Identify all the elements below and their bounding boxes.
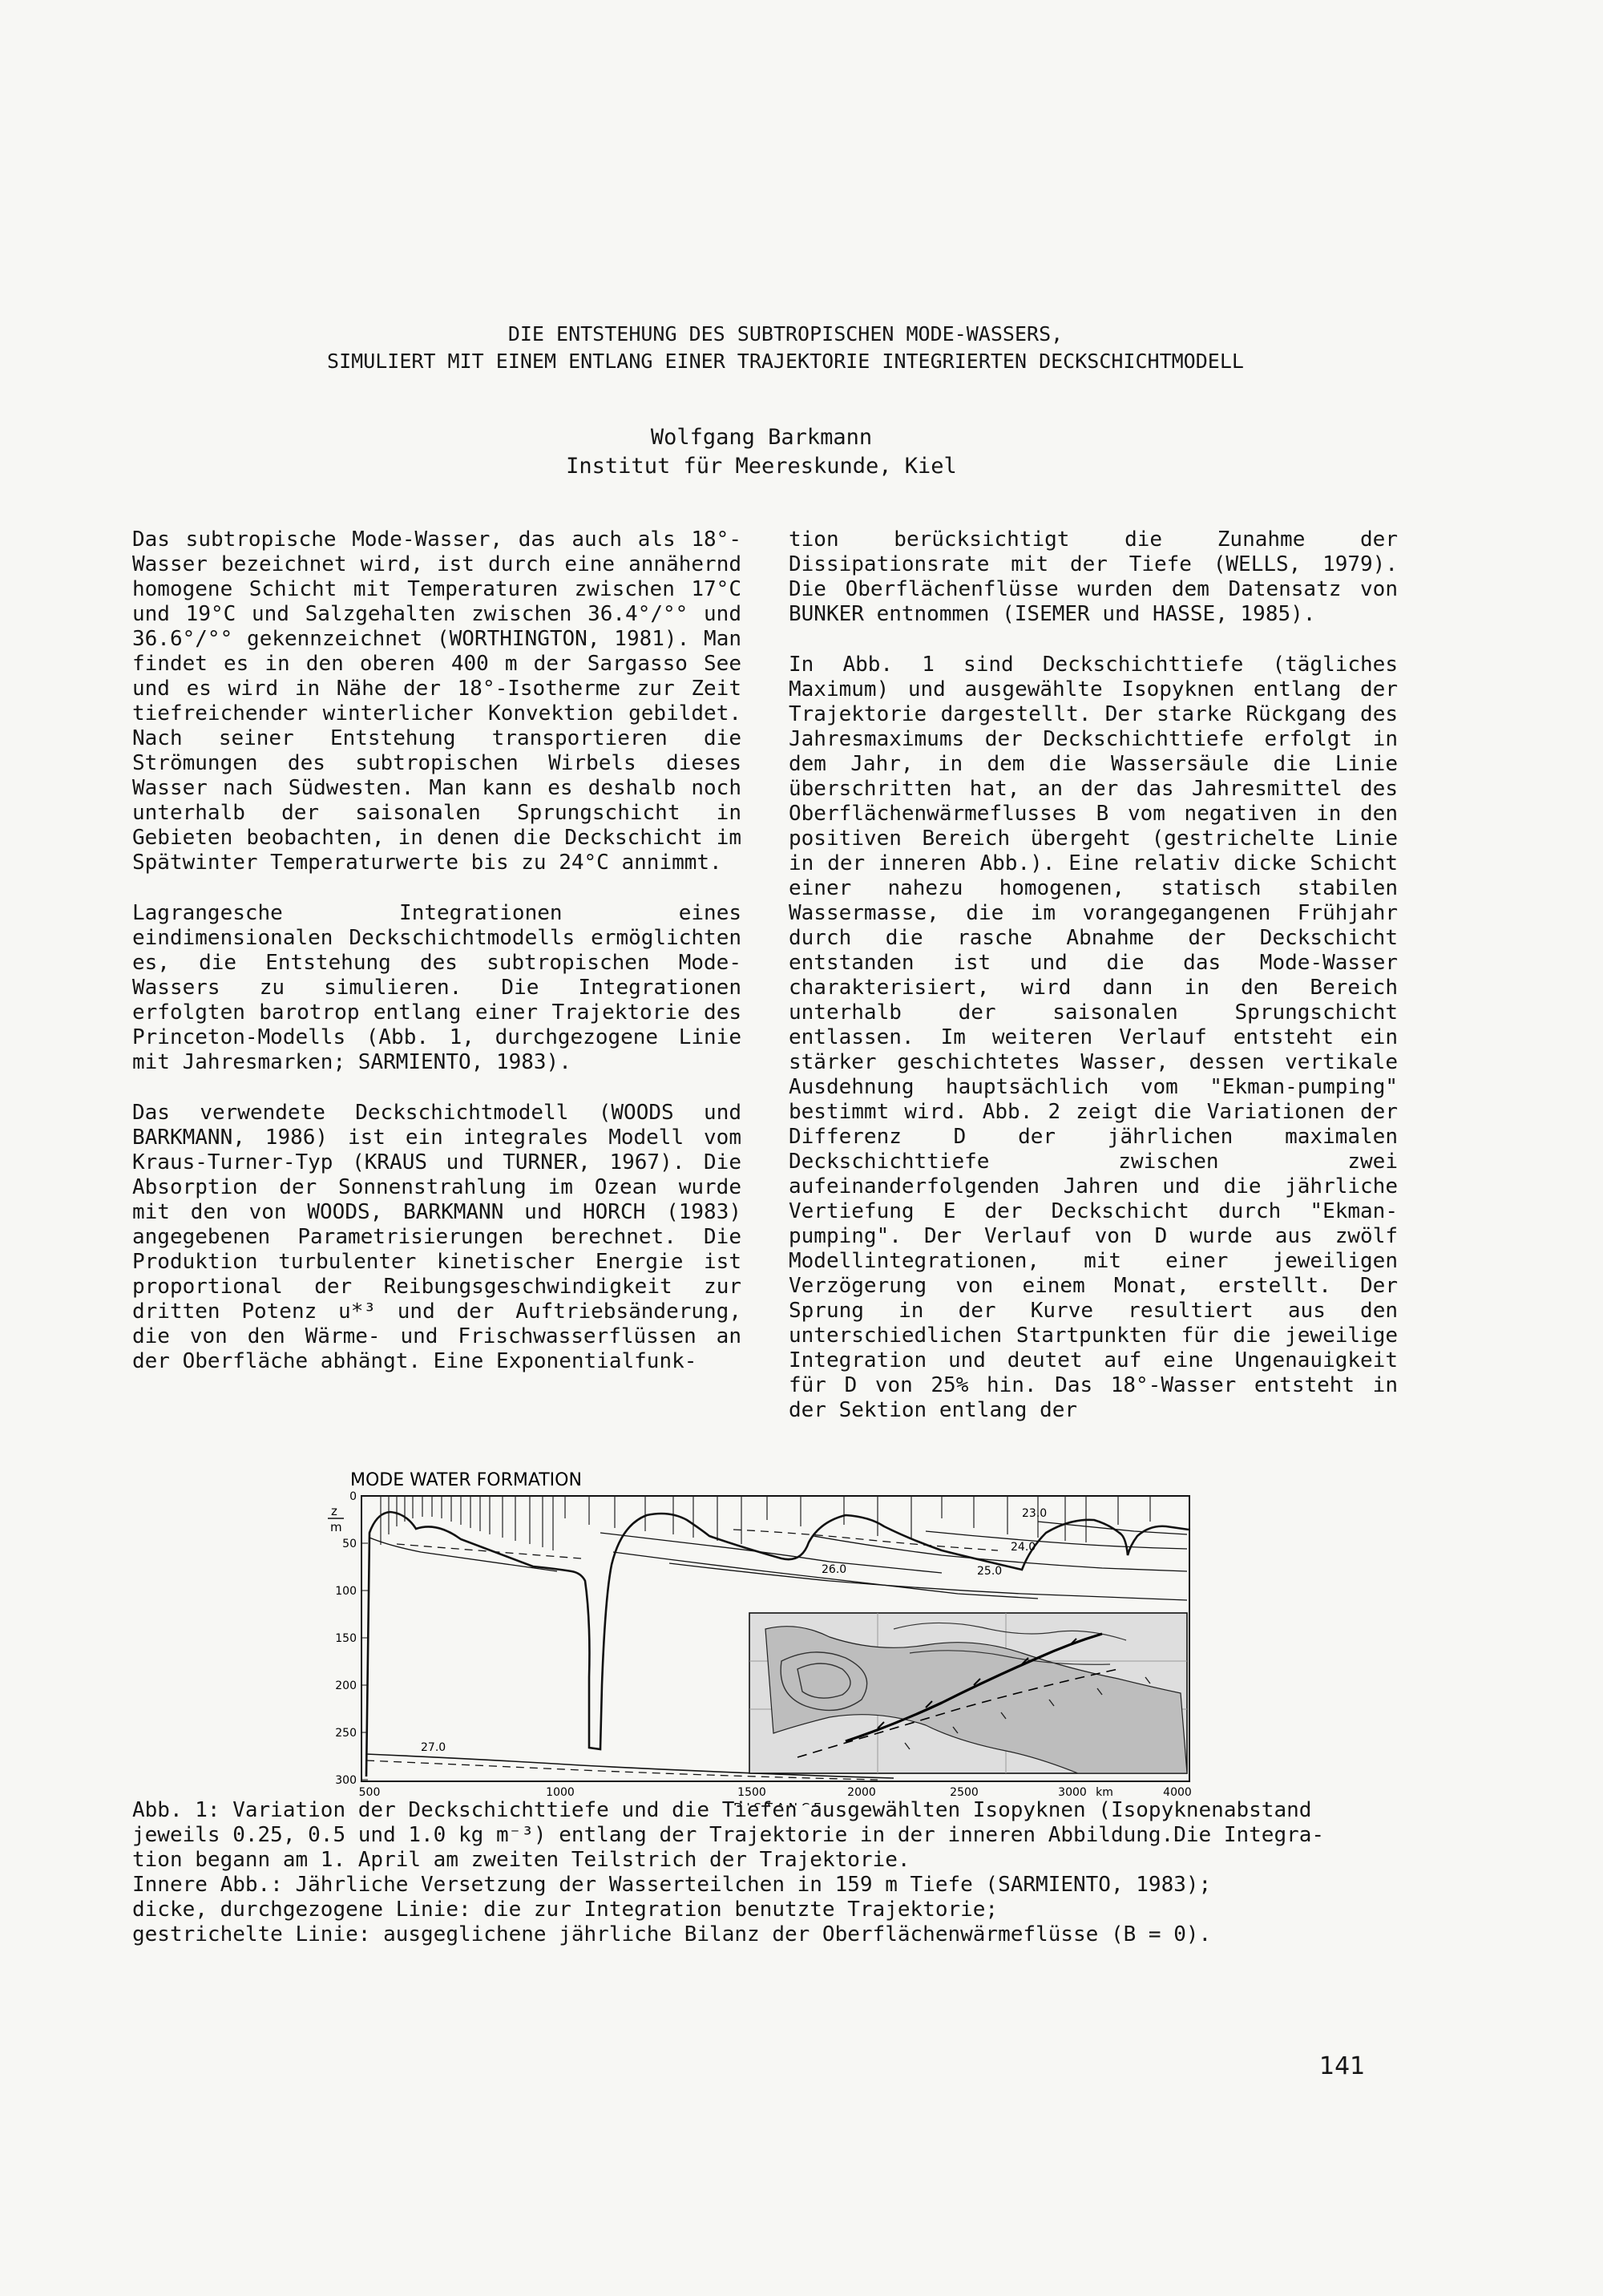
y-label-z: z: [331, 1504, 337, 1518]
author-name: Wolfgang Barkmann: [650, 425, 873, 450]
author-affiliation: Institut für Meereskunde, Kiel: [566, 454, 957, 479]
caption-line: Abb. 1: Variation der Deckschichttiefe und die Tiefen ausgewählten Isopyknen (Isopyknenabstand: [132, 1798, 1312, 1822]
page-number: 141: [1319, 2052, 1366, 2080]
y-tick-label: 150: [335, 1632, 357, 1645]
isopycnal-line: [600, 1533, 942, 1573]
isopycnal-label: 24.0: [1011, 1541, 1036, 1554]
paragraph: In Abb. 1 sind Deckschichttiefe (tägliches Maximum) und ausgewählte Isopyknen entlang der Trajektorie dargestellt. Der starke Rückgang des Jahresmaximums der Deckschichttiefe erfolgt in dem Jahr, in dem die Wassersäule die Linie überschritten hat, an der das Jahresmittel des Oberflächenwärmeflusses B vom negativen in den positiven Bereich übergeht (gestrichelte Linie in der inneren Abb.). Eine relativ dicke Schicht einer nahezu homogenen, statisch stabilen Wassermasse, die im vorangegangenen Frühjahr durch die rasche Abnahme der Deckschicht entstanden ist und die das Mode-Wasser charakterisiert, wird dann in den Bereich unterhalb der saisonalen Sprungschicht entlassen. Im weiteren Verlauf entsteht ein stärker geschichtetes Wasser, dessen vertikale Ausdehnung hauptsächlich vom "Ekman-pumping" bestimmt wird. Abb. 2 zeigt die Variationen der Differenz D der jährlichen maximalen Deckschichttiefe zwischen zwei aufeinanderfolgenden Jahren und die jährliche Vertiefung E der Deckschicht durch "Ekman-pumping". Der Verlauf von D wurde aus zwölf Modellintegrationen, mit einer jeweiligen Verzögerung von einem Monat, erstellt. Der Sprung in der Kurve resultiert aus den unterschiedlichen Startpunkten für die jeweilige Integration und deutet auf eine Ungenauigkeit für D von 25% hin. Das 18°-Wasser entsteht in der Sektion entlang der: [789, 653, 1398, 1422]
y-tick-label: 0: [349, 1490, 357, 1503]
x-unit-label: km: [1096, 1786, 1113, 1799]
y-tick: [335, 1680, 368, 1692]
caption-line: gestrichelte Linie: ausgeglichene jährliche Bilanz der Oberflächenwärmeflüsse (B = 0).: [132, 1922, 1212, 1946]
y-tick: [342, 1538, 368, 1550]
x-tick-label: 3000: [1058, 1786, 1087, 1799]
y-tick-label: 250: [335, 1727, 357, 1740]
figure-caption: [132, 1798, 1391, 1947]
y-label-m: m: [330, 1520, 342, 1534]
isopycnal-line: [926, 1531, 1187, 1549]
paragraph: tion berücksichtigt die Zunahme der Dissipationsrate mit der Tiefe (WELLS, 1979). Die Oberflächenflüsse wurden dem Datensatz von BUNKER entnommen (ISEMER und HASSE, 1985).: [789, 528, 1398, 626]
isopycnal-label: 27.0: [421, 1741, 446, 1754]
author-block: [401, 423, 1122, 481]
inset-map-trajectory: [749, 1613, 1187, 1773]
chart-title: MODE WATER FORMATION: [350, 1470, 582, 1490]
y-tick: [335, 1632, 368, 1645]
paragraph: Lagrangesche Integrationen eines eindimensionalen Deckschichtmodells ermöglichten es, die Entstehung des subtropischen Mode-Wassers zu simulieren. Die Integrationen erfolgten barotrop entlang einer Trajektorie des Princeton-Modells (Abb. 1, durchgezogene Linie mit Jahresmarken; SARMIENTO, 1983).: [132, 901, 741, 1074]
figure-mode-water-formation: [317, 1469, 1214, 1805]
caption-line: Innere Abb.: Jährliche Versetzung der Wasserteilchen in 159 m Tiefe (SARMIENTO, 1983);: [132, 1873, 1212, 1897]
figure-svg: [317, 1469, 1214, 1805]
y-tick-label: 300: [335, 1774, 357, 1787]
caption-line: jeweils 0.25, 0.5 und 1.0 kg m⁻³) entlang der Trajektorie in der inneren Abbildung.Die Integra-: [132, 1823, 1325, 1847]
isopycnal-label: 23.0: [1022, 1507, 1048, 1520]
x-tick-label: 1000: [546, 1786, 575, 1799]
y-tick-label: 50: [342, 1538, 357, 1550]
x-tick-label: 1500: [737, 1786, 766, 1799]
paragraph: Das verwendete Deckschichtmodell (WOODS und BARKMANN, 1986) ist ein integrales Modell vom Kraus-Turner-Typ (KRAUS und TURNER, 1967). Die Absorption der Sonnenstrahlung im Ozean wurde mit den von WOODS, BARKMANN und HORCH (1983) angegebenen Parametrisierungen berechnet. Die Produktion turbulenter kinetischer Energie ist proportional der Reibungsgeschwindigkeit zur dritten Potenz u*³ und der Auftriebsänderung, die von den Wärme- und Frischwasserflüssen an der Oberfläche abhängt. Eine Exponentialfunk-: [132, 1101, 741, 1373]
y-axis-ticks: [335, 1490, 368, 1787]
y-tick: [335, 1727, 368, 1740]
text-column-left: [132, 528, 741, 1400]
caption-line: tion begann am 1. April am zweiten Teilstrich der Trajektorie.: [132, 1848, 911, 1872]
title-line-1: DIE ENTSTEHUNG DES SUBTROPISCHEN MODE-WASSERS,: [507, 322, 1064, 346]
x-tick-label: 2500: [950, 1786, 979, 1799]
x-tick-label: 4000: [1163, 1786, 1192, 1799]
y-tick-label: 100: [335, 1585, 357, 1598]
x-tick-label: 2000: [847, 1786, 876, 1799]
title-line-2: SIMULIERT MIT EINEM ENTLANG EINER TRAJEKTORIE INTEGRIERTEN DECKSCHICHTMODELL: [327, 350, 1244, 373]
isopycnal-label: 26.0: [822, 1563, 847, 1576]
y-tick: [335, 1585, 368, 1598]
text-column-right: [789, 528, 1398, 1449]
y-tick-label: 200: [335, 1680, 357, 1692]
isopycnal-dashed-line: [733, 1530, 998, 1550]
isopycnal-label: 25.0: [977, 1565, 1003, 1578]
y-unit-label: [328, 1504, 344, 1534]
paper-title: [160, 321, 1411, 375]
paragraph: Das subtropische Mode-Wasser, das auch als 18°-Wasser bezeichnet wird, ist durch eine annähernd homogene Schicht mit Temperaturen zwischen 17°C und 19°C und Salzgehalten zwischen 36.4°/°° und 36.6°/°° gekennzeichnet (WORTHINGTON, 1981). Man findet es in den oberen 400 m der Sargasso See und es wird in Nähe der 18°-Isotherme zur Zeit tiefreichender winterlicher Konvektion gebildet. Nach seiner Entstehung transportieren die Strömungen des subtropischen Wirbels dieses Wasser nach Südwesten. Man kann es deshalb noch unterhalb der saisonalen Sprungschicht in Gebieten beobachten, in denen die Deckschicht im Spätwinter Temperaturwerte bis zu 24°C annimmt.: [132, 528, 741, 875]
x-tick-label: 500: [358, 1786, 381, 1799]
isopycnal-line: [369, 1538, 557, 1571]
caption-line: dicke, durchgezogene Linie: die zur Integration benutzte Trajektorie;: [132, 1898, 999, 1922]
